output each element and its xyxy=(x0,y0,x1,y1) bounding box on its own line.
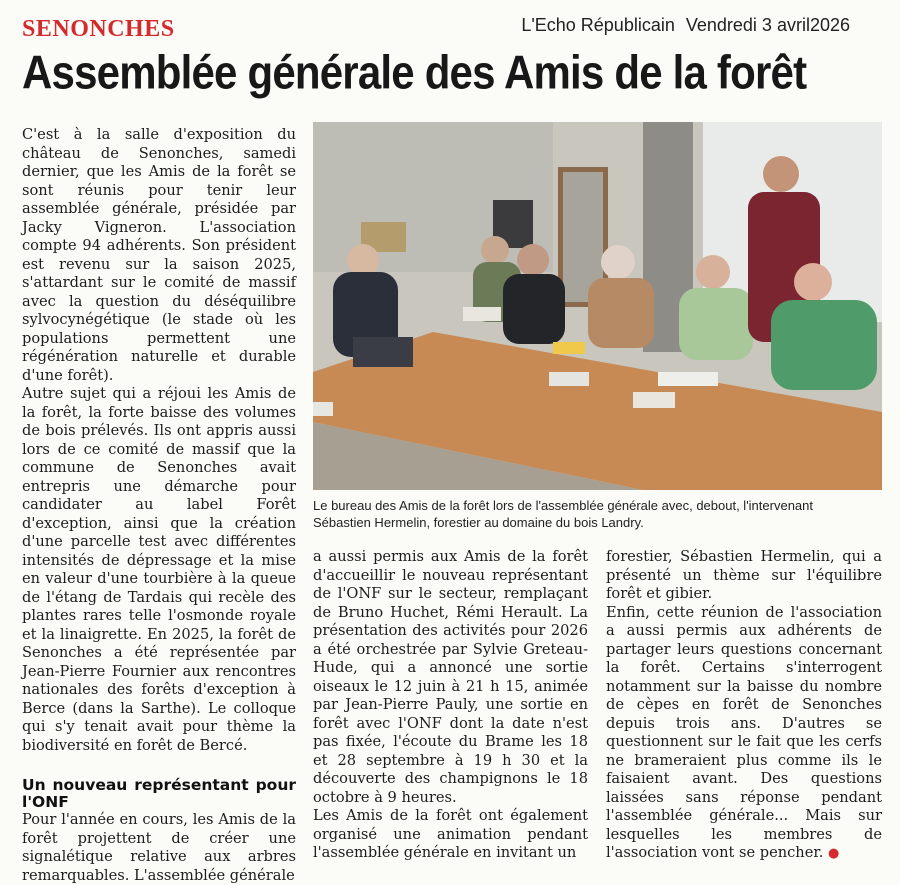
article-paragraph-4-continued: forestier, Sébastien Hermelin, qui a présenté un thème sur l'équilibre forêt et gibier. xyxy=(606,548,882,602)
article-paragraph-3-start: Pour l'année en cours, les Amis de la forêt projettent de créer une signalétique relative aux arbres remarquables. L'assemblée générale xyxy=(22,811,296,884)
article-paragraph-4-start: Les Amis de la forêt ont également organisé une animation pendant l'assemblée générale en invitant un xyxy=(313,807,588,861)
article-paragraph-1: C'est à la salle d'exposition du château de Senonches, samedi dernier, que les Amis de la forêt se sont réunis pour tenir leur assemblée générale, présidée par Jacky Vigneron. L'association compte 94 adhérents. Son président est revenu sur la saison 2025, s'attardant sur le comité de massif avec la question du déséquilibre sylvocynégétique (le stade où les populations permettent une régénération naturelle et durable d'une forêt). xyxy=(22,126,296,384)
article-paragraph-5 xyxy=(606,604,882,864)
end-mark-icon: ● xyxy=(827,846,840,861)
article-subhead: Un nouveau représentant pour l'ONF xyxy=(22,776,296,811)
masthead-line xyxy=(22,14,882,44)
article-paragraph-3-continued: a aussi permis aux Amis de la forêt d'accueillir le nouveau représentant de l'ONF sur le secteur, remplaçant de Bruno Huchet, Rémi Herault. La présentation des activités pour 2026 a été orchestrée par Sylvie Greteau-Hude, qui a annoncé une sortie oiseaux le 12 juin à 21 h 15, animée par Jean-Pierre Pauly, une sortie en forêt avec l'ONF dont la date n'est pas fixée, l'écoute du Brame les 18 et 28 septembre à 19 h 30 et la découverte des champignons le 18 octobre à 9 heures. xyxy=(313,548,588,806)
photo-caption-line-1: Le bureau des Amis de la forêt lors de l'assemblée générale avec, debout, l'intervenant xyxy=(313,498,813,513)
newspaper-dateline xyxy=(515,15,850,36)
article-column-1 xyxy=(22,126,296,885)
publication-date: Vendredi 3 avril2026 xyxy=(685,15,850,35)
meeting-photo xyxy=(313,122,882,490)
article-column-2 xyxy=(313,548,588,863)
article-column-3 xyxy=(606,548,882,864)
article-paragraph-5-text: Enfin, cette réunion de l'association a aussi permis aux adhérents de partager leurs questions concernant la forêt. Certains s'interrogent notamment sur la baisse du nombre de cèpes en forêt de Senonches depuis trois ans. D'autres se questionnent sur le fait que les cerfs ne brameraient plus comme ils le faisaient avant. Des questions laissées sans réponse pendant l'assemblée générale... Mais sur lesquelles les membres de l'association vont se pencher. xyxy=(606,603,882,861)
article-headline: Assemblée générale des Amis de la forêt xyxy=(22,46,807,99)
photo-caption-line-2: Sébastien Hermelin, forestier au domaine du bois Landry. xyxy=(313,515,644,530)
photo-caption xyxy=(313,497,882,531)
article-paragraph-2: Autre sujet qui a réjoui les Amis de la forêt, la forte baisse des volumes de bois prélevés. Ils ont appris aussi lors de ce comité de massif que la commune de Senonches avait entrepris une démarche pour candidater au label Forêt d'exception, ainsi que la création d'une parcelle test avec différentes intensités de dépressage et la mise en valeur d'une tourbière à la queue de l'étang de Tardais qui recèle des plantes rares telle l'osmonde royale et la linaigrette. En 2025, la forêt de Senonches a été représentée par Jean-Pierre Fournier aux rencontres nationales des forêts d'exception à Berce (dans la Sarthe). Le colloque qui s'y tenait avait pour thème la biodiversité en forêt de Bercé. xyxy=(22,385,296,754)
newspaper-name: L'Echo Républicain xyxy=(521,15,675,35)
section-label: SENONCHES xyxy=(22,16,175,42)
